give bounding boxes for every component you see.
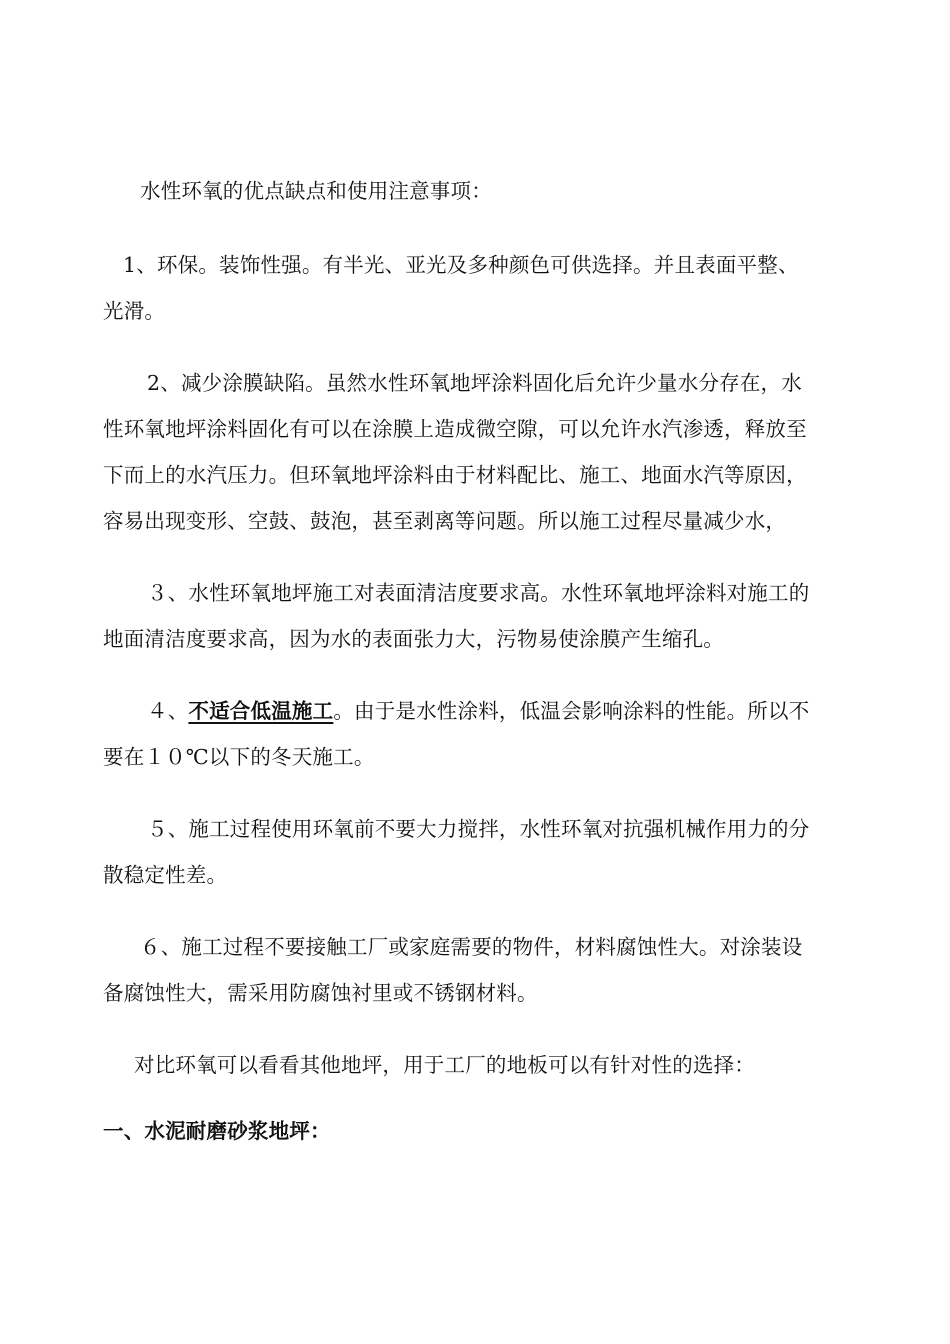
item-4-underlined-text: 不适合低温施工 [188,699,334,723]
section-heading: 一、水泥耐磨砂浆地坪： [103,1119,331,1143]
closing-paragraph: 对比环氧可以看看其他地坪，用于工厂的地板可以有针对性的选择： [134,1053,755,1077]
item-2-line-4: 容易出现变形、空鼓、鼓泡，甚至剥离等问题。所以施工过程尽量减少水， [103,509,787,533]
item-4-line-2: 要在１０℃以下的冬天施工。 [103,745,375,769]
item-5-line-1: ５、施工过程使用环氧前不要大力搅拌，水性环氧对抗强机械作用力的分 [147,817,810,841]
item-3-line-2: 地面清洁度要求高，因为水的表面张力大，污物易使涂膜产生缩孔。 [103,627,724,651]
item-3 [103,570,859,662]
item-2-line-1: 2、减少涂膜缺陷。虽然水性环氧地坪涂料固化后允许少量水分存在，水 [147,371,802,395]
item-6-line-2: 备腐蚀性大，需采用防腐蚀衬里或不锈钢材料。 [103,981,538,1005]
item-1-line-2: 光滑。 [103,299,166,323]
item-4-line-1 [103,688,859,734]
item-2-line-3: 下而上的水汽压力。但环氧地坪涂料由于材料配比、施工、地面水汽等原因， [103,463,807,487]
item-2-line-2: 性环氧地坪涂料固化有可以在涂膜上造成微空隙，可以允许水汽渗透，释放至 [103,417,807,441]
item-4-rest: 。由于是水性涂料，低温会影响涂料的性能。所以不 [333,699,810,723]
item-3-line-1: ３、水性环氧地坪施工对表面清洁度要求高。水性环氧地坪涂料对施工的 [147,581,810,605]
item-5-line-2: 散稳定性差。 [103,863,228,887]
item-6-line-1: ６、施工过程不要接触工厂或家庭需要的物件，材料腐蚀性大。对涂装设 [140,935,803,959]
document-body [103,168,859,1154]
item-1 [103,242,859,334]
item-6 [103,924,859,1016]
item-5 [103,806,859,898]
intro-paragraph: 水性环氧的优点缺点和使用注意事项： [140,179,492,203]
item-4-prefix: ４、 [147,699,189,723]
item-4 [103,688,859,780]
item-2 [103,360,859,544]
item-1-line-1: 1、环保。装饰性强。有半光、亚光及多种颜色可供选择。并且表面平整、 [123,253,799,277]
